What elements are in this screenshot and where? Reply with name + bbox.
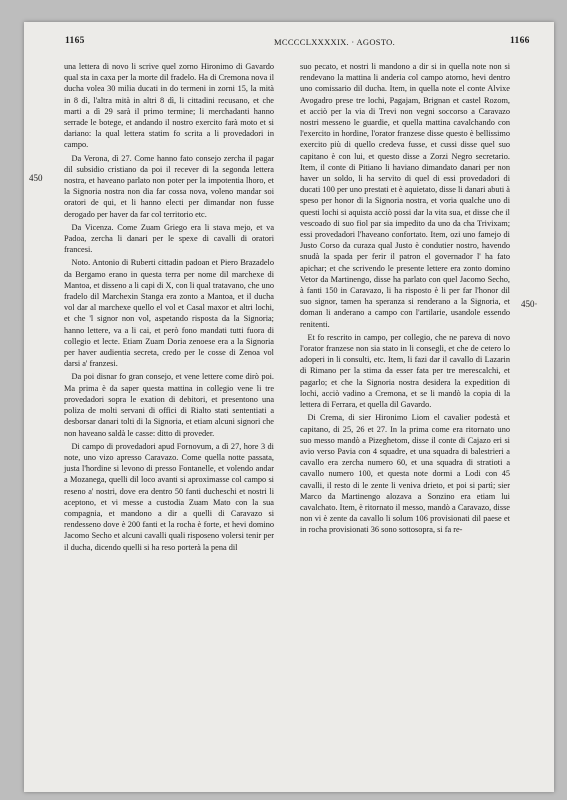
right-column bbox=[300, 61, 510, 536]
running-title: MCCCCLXXXXIX. · AGOSTO. bbox=[274, 37, 396, 47]
margin-number-left: 450 bbox=[29, 173, 43, 183]
paragraph: Et fo rescrito in campo, per collegio, che ne pareva di novo l'orator franzese non sia stato in li consegli, et che de cetero lo adoperi in li consulti, etc. Item, li fazi dar il cavallo di Lazarin di Rimano per la stima da esser fata per tre merescalchi, et pagarlo; et che la Signoria nostra desidera la expedition di lochi, acciò vadino a Cremona, et se li mandò la copia di la lettera di Ferrara, et quella dil Gavardo. bbox=[300, 332, 510, 410]
paragraph: Da poi disnar fo gran consejo, et vene lettere come dirò poi. Ma prima è da saper questa mattina in collegio vene li tre provedadori sopra le exation di debitori, et presentono una poliza de molti servani di offici di Rialto stati sententiati a desborsar danari tolti di la Signoria, et etiam alcuni signori che non haveano saldà le casse: ditto di proveder. bbox=[64, 372, 274, 438]
left-column bbox=[64, 61, 274, 553]
paragraph: una lettera di novo li scrive quel zorno Hironimo di Gavardo qual sta in caxa per la morte dil fradelo. Ha di Cremona nova il ducha volea 30 milia ducati in do termeni in zorni 15, la mità in 8 dì, l'altra mità in altri 8 dì, li cittadini recusano, et che marti a dì 29 sarà il primo termine; li merchadanti hanno serrade le botege, et andando il nostro exercito farà moto et si dariano: la qual lettera statim fo scrita a li provedadori in campo. bbox=[64, 62, 274, 150]
page-header bbox=[24, 36, 554, 50]
page-number-left: 1165 bbox=[65, 36, 85, 46]
paragraph: Da Vicenza. Come Zuam Griego era li stava mejo, et va Padoa, zercha li danari per le spexe di cavalli di oratori francesi. bbox=[64, 222, 274, 255]
page-number-right: 1166 bbox=[510, 36, 530, 46]
margin-number-right: 450· bbox=[521, 299, 538, 309]
document-page bbox=[24, 22, 554, 792]
paragraph: suo pecato, et nostri li mandono a dir si in quella note non si rendevano la mattina li anderia col campo atorno, hevi dentro uno comissario dil ducha. Item, in quella note el conte Alvixe Avogadro prese tre lochi, Pagajam, Brignan et castel Rozom, et acciò per la via di Trevi non vegni soccorso a Caravazo nostri messeno le guardie, et quella mattina cavalchando con l'exercito in hordine, l'orator franzese disse questo è bellissimo exercito più di quello credeva fusse, et cussi disse quel suo capitano è con lui, et questo disse a Zorzi Negro secretario. Item, il conte di Pitiano li haviano dimandato danari per non haver un soldo, li ha servito di quel di essi provedadori di ducati 100 per uno prestati et è aquietato, disse li danari abuti à speso per honor di la Signoria nostra, et voria qualche uno di questi lochi si aquista acciò possi dar la vita sua, et disse che il vescoado di suo fiol par sia impedito da uno da cha Trivixam; essi provedadori l'haveano confortato. Item, ozi uno famejo di Justo Corso da curaza qual Justo è condutier nostro, havendo snudà la spada per ferir il patron el governador l' ha fato apichar; et che scrivendo le presente lettere era zonto domino Vetor da Martinengo, disse ha parlato con quel Jacomo Secho, à fanti 150 in Caravazo, li ha risposto è li per far l'honor dil suo signor, tamen ha speranza si renderano a la Signoria, et doman li anderano a campo con l'artilarie, usandole essendo renitenti. bbox=[300, 62, 510, 329]
paragraph: Da Verona, dì 27. Come hanno fato consejo zercha il pagar dil subsidio cristiano da poi il recever di la segonda lettera nostra, et haveano parlato non poter per la impotentia lhoro, et la Signoria nostra non dia far cossa nova, voleno mandar soi oratori de qui, et li hanno electi per dimandar non fusse derogado per haver da far col territorio etc. bbox=[64, 153, 274, 219]
paragraph: Di Crema, di sier Hironimo Liom el cavalier podestà et capitano, di 25, 26 et 27. In la prima come era ritornato uno suo messo mandò a Pizeghetom, disse il conte di Cajazo eri si avio verso Pavia con 4 squadre, et una squadra di balestrieri a cavallo era zercha numero 60, et una squadra di stratioti a cavallo numero 100, et questa note dormi a Lodi con 45 cavalli, il resto di le zente li veniva drieto, et poi si partì; sier Marco da Martinengo alozava a Sonzino era etiam lui cavalchato. Item, è ritornato il messo, mandò a Caravazo, disse non vi è zente da cavallo li solum 106 provisionati dil paese et in rocha provisionati 36 sono sottosopra, si fa re- bbox=[300, 413, 510, 535]
paragraph: Noto. Antonio di Ruberti cittadin padoan et Piero Brazadelo da Bergamo erano in questa terra per nome dil marchexe di Mantoa, et disseno a li capi di X, con li qual tratavano, che uno fradelo dil Marchexin Stanga era zonto a Mantoa, et il ducha vol dar al marchexe quello el vol et Casal maxor et altri lochi, et che 'l signor non vol, aspetando risposta da la Signoria; hanno lettere, va a li cai, et però fono mandati tutti fuora di collegio et lecte. Etiam Zuam Doria zenoese era a la Signoria per haver audientia secreta, credo per le cosse di Zenoa vol darsi a' franzesi. bbox=[64, 258, 274, 369]
paragraph: Di campo di provedadori apud Fornovum, a dì 27, hore 3 di note, uno vizo apresso Caravazo. Come quella notte passata, justa l'hordine si levono di presso Fontanelle, et volendo andar a Mozanega, quelli dil loco avanti si aproximasse col campo si reseno a' nostri, dove era dentro 50 fanti ducheschi et nostri li aceptono, et vi messe a custodia Zuam Mato con la sua compagnia, et mandono a dir a quelli di Caravazo si rendesseno dove è 200 fanti et la rocha è forte, et hevi domino Jacomo Secho et alcuni cavalli quali risposeno volersi tenir per il ducha, dicendo quelli si ha reso porterà la pena dil bbox=[64, 441, 274, 552]
